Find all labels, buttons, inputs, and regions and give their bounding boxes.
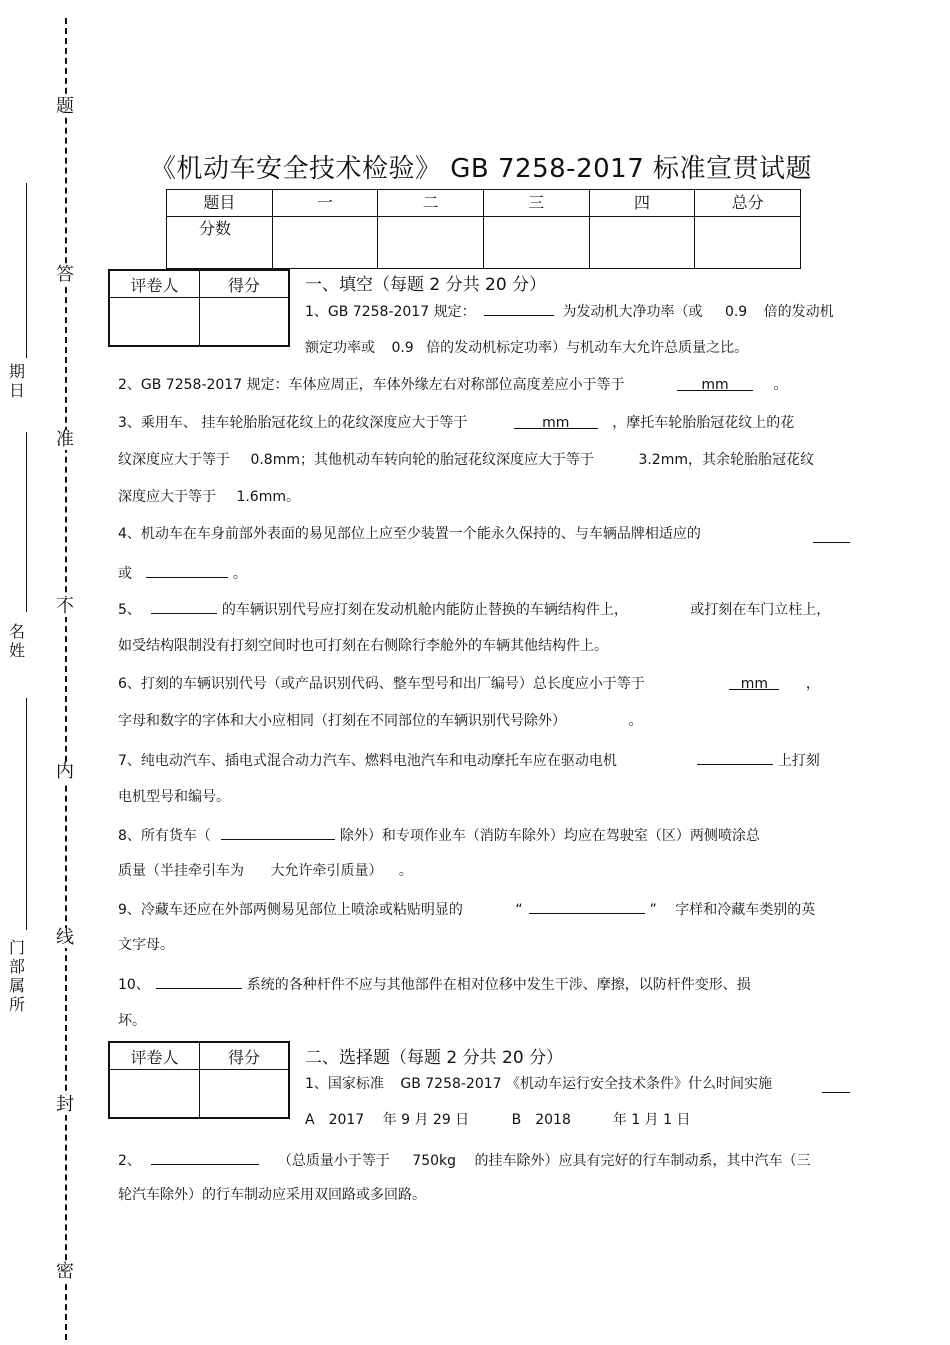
q2-text: 2、GB 7258-2017 规定：车体应周正，车体外缘左右对称部位高度差应小于等于 [118,377,625,393]
question-3-cont [118,450,814,470]
cq2-text: （总质量小于等于 [277,1153,390,1169]
q3-text: 3.2mm，其余轮胎胎冠花纹 [638,452,814,468]
q9-blank[interactable] [529,898,645,914]
q5-blank[interactable] [151,598,217,614]
question-8-cont [118,861,413,881]
choice-question-2-cont [118,1185,426,1205]
q9-text: 字样和冷藏车类别的英 [675,902,816,918]
cq2-text: 750kg [412,1153,456,1169]
score-table-header: 题目 [167,190,273,217]
q3-text: ，摩托车轮胎胎冠花纹上的花 [612,415,795,431]
q7-blank[interactable] [697,749,773,765]
question-8 [118,824,760,846]
q5-text: 的车辆识别代号应打刻在发动机舱内能防止替换的车辆结构件上， [221,602,628,618]
section-2-heading: 二、选择题（每题 2 分共 20 分） [305,1048,564,1068]
grader-box [108,269,290,347]
choice-question-1 [305,1074,772,1094]
score-table-header: 四 [589,190,695,217]
q3-blank[interactable]: mm [514,413,598,429]
q9-text: “ [515,902,523,918]
q2-blank[interactable]: mm [677,375,753,391]
q1-text: 0.9 [391,340,414,356]
q4-blank[interactable] [813,527,850,543]
department-label: 门部属所 [8,938,25,1014]
question-3 [118,413,794,433]
q10-text: 坏。 [118,1013,146,1029]
cq2-text: 的挂车除外）应具有完好的行车制动系，其中汽车（三 [474,1153,811,1169]
q4-blank[interactable] [146,562,228,578]
q4-text: 或 [118,566,132,582]
question-4-cont [118,562,247,584]
score-cell[interactable] [272,217,378,269]
seal-char: 密 [56,1261,74,1282]
q1-text: 0.9 [724,304,748,320]
seal-char: 线 [56,927,74,948]
q6-text: 字母和数字的字体和大小应相同（打刻在不同部位的车辆识别代号除外） [118,713,566,729]
q6-text: 6、打刻的车辆识别代号（或产品识别代码、整车型号和出厂编号）总长度应小于等于 [118,676,645,692]
q9-text: 文字母。 [118,937,174,953]
q1-text: 为发动机大净功率（或 [562,304,703,320]
q8-text: 质量（半挂牵引车为 [118,863,244,879]
score-table-header: 一 [272,190,378,217]
q8-text: 大允许牵引质量） [270,863,383,879]
q1-text: 1、GB 7258-2017 规定： [305,304,476,320]
score-table-header: 二 [378,190,484,217]
score-cell[interactable] [589,217,695,269]
seal-char: 不 [56,596,74,617]
question-7 [118,749,820,771]
q10-text: 10、 [118,977,150,993]
question-9-cont [118,935,174,955]
seal-char: 题 [56,96,74,117]
date-label: 期日 [8,362,25,400]
option-b[interactable]: B 2018 年 1 月 1 日 [511,1112,691,1128]
seal-char: 准 [56,429,74,450]
seal-char: 封 [56,1094,74,1115]
section-1-heading: 一、填空（每题 2 分共 20 分） [305,275,547,295]
q7-text: 7、纯电动汽车、插电式混合动力汽车、燃料电池汽车和电动摩托车应在驱动电机 [118,753,617,769]
score-label: 得分 [227,1048,260,1067]
score-table-header: 三 [483,190,589,217]
score-cell[interactable] [378,217,484,269]
q8-text: 。 [398,863,413,879]
option-a[interactable]: A 2017 年 9 月 29 日 [305,1112,470,1128]
seal-char: 答 [56,264,74,285]
side-rule [26,698,27,930]
q3-text: 3、乘用车、 挂车轮胎胎冠花纹上的花纹深度应大于等于 [118,415,468,431]
q6-blank[interactable]: mm [729,674,779,690]
score-label: 得分 [227,276,260,295]
q3-text: 0.8mm；其他机动车转向轮的胎冠花纹深度应大于等于 [250,452,594,468]
q2-text: 。 [773,377,788,393]
q5-text: 5、 [118,602,141,618]
cq1-text: 1、国家标准 [305,1076,384,1092]
cq1-answer-blank[interactable] [822,1077,850,1093]
question-10 [118,973,751,995]
q9-text: ” [649,902,657,918]
reviewer-label: 评卷人 [130,1048,179,1067]
cq2-blank[interactable] [151,1149,259,1165]
q10-text: 系统的各种杆件不应与其他部件在相对位移中发生干涉、摩擦，以防杆件变形、损 [246,977,751,993]
q6-text: 。 [628,713,643,729]
q3-text: 1.6mm。 [236,489,300,505]
question-10-cont [118,1011,146,1031]
question-4 [118,524,701,544]
q4-text: 4、机动车在车身前部外表面的易见部位上应至少装置一个能永久保持的、与车辆品牌相适应的 [118,526,701,542]
cq1-text: GB 7258-2017 《机动车运行安全技术条件》什么时间实施 [400,1076,773,1092]
question-2 [118,375,787,395]
q8-text: 8、所有货车（ [118,828,211,844]
q4-text: 。 [232,566,247,582]
grader-box [108,1041,290,1119]
choice-question-2 [118,1149,810,1171]
binding-dashed-line [65,18,67,1340]
q7-text: 上打刻 [777,753,820,769]
question-1-cont [305,338,748,358]
side-rule [26,432,27,612]
question-3-cont [118,487,300,507]
score-cell[interactable] [695,217,801,269]
q1-blank[interactable] [484,300,554,316]
q5-text: 如受结构限制没有打刻空间时也可打刻在右侧除行李舱外的车辆其他结构件上。 [118,638,608,654]
q1-text: 倍的发动机标定功率）与机动车大允许总质量之比。 [426,340,749,356]
question-9 [118,898,815,920]
name-label: 名姓 [8,622,25,660]
q1-text: 额定功率或 [305,340,375,356]
q3-text: 纹深度应大于等于 [118,452,230,468]
q1-text: 倍的发动机 [763,304,834,320]
q3-text: 深度应大于等于 [118,489,216,505]
score-row-label: 分数 [167,217,273,269]
question-5-cont [118,636,608,656]
cq2-text: 2、 [118,1153,141,1169]
side-rule [26,183,27,358]
q10-blank[interactable] [156,973,242,989]
question-6 [118,674,820,694]
page-title: 《机动车安全技术检验》 GB 7258-2017 标准宣贯试题 [150,154,812,184]
question-1 [305,300,834,322]
question-6-cont [118,711,642,731]
score-cell[interactable] [483,217,589,269]
q7-text: 电机型号和编号。 [118,789,230,805]
question-7-cont [118,787,230,807]
choice-question-1-options [305,1110,691,1130]
question-5 [118,598,830,620]
q5-text: 或打刻在车门立柱上， [690,602,831,618]
q8-blank[interactable] [221,824,335,840]
q6-text: ， [805,676,820,692]
score-table [166,189,801,269]
score-table-header: 总分 [695,190,801,217]
cq2-text: 轮汽车除外）的行车制动应采用双回路或多回路。 [118,1187,426,1203]
seal-char: 内 [56,761,74,782]
q8-text: 除外）和专项作业车（消防车除外）均应在驾驶室（区）两侧喷涂总 [339,828,760,844]
reviewer-label: 评卷人 [130,276,179,295]
q9-text: 9、冷藏车还应在外部两侧易见部位上喷涂或粘贴明显的 [118,902,463,918]
